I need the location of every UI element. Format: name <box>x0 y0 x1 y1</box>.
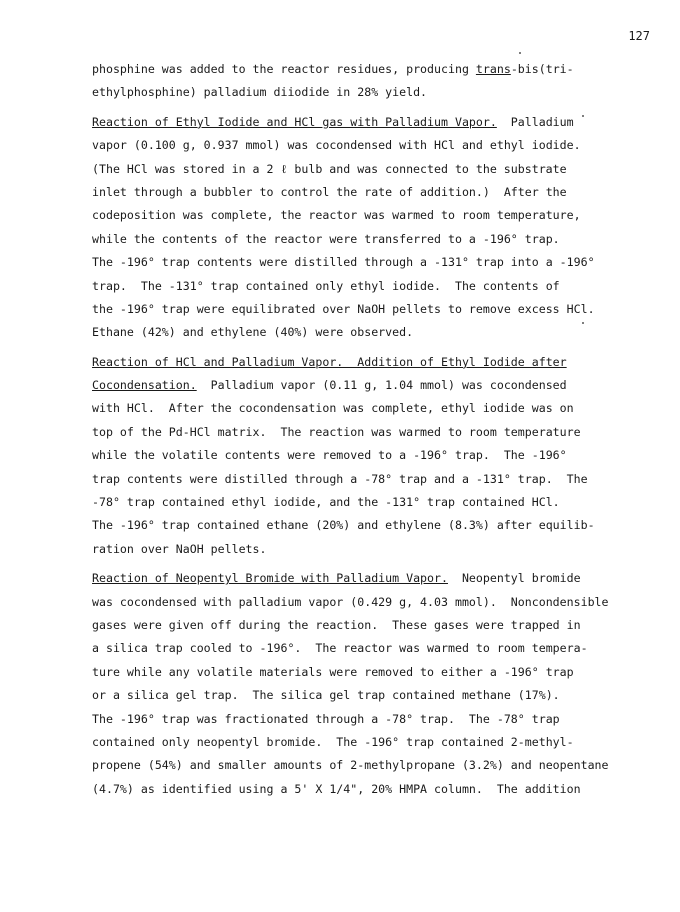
text-line: ration over NaOH pellets. <box>92 541 267 556</box>
text-line: propene (54%) and smaller amounts of 2-methylpropane (3.2%) and neopentane <box>92 758 609 773</box>
text-line: -78° trap contained ethyl iodide, and the -131° trap contained HCl. <box>92 495 560 510</box>
text-line <box>92 58 592 81</box>
text-line: with HCl. After the cocondensation was complete, ethyl iodide was on <box>92 401 574 416</box>
text-line: trap. The -131° trap contained only ethyl iodide. The contents of <box>92 278 560 293</box>
text-line <box>92 567 592 590</box>
text-line: or a silica gel trap. The silica gel trap contained methane (17%). <box>92 688 560 703</box>
section-heading: Reaction of Neopentyl Bromide with Palladium Vapor. <box>92 571 448 586</box>
text-line: contained only neopentyl bromide. The -196° trap contained 2-methyl- <box>92 734 574 749</box>
text-line: vapor (0.100 g, 0.937 mmol) was cocondensed with HCl and ethyl iodide. <box>92 138 581 153</box>
text-line: ture while any volatile materials were removed to either a -196° trap <box>92 664 574 679</box>
text-line: (The HCl was stored in a 2 ℓ bulb and was connected to the substrate <box>92 161 567 176</box>
text-run: -bis(tri- <box>510 62 574 76</box>
text-run: phosphine was added to the reactor residues, producing <box>92 62 476 76</box>
text-line: The -196° trap contained ethane (20%) and ethylene (8.3%) after equilib- <box>92 518 595 533</box>
text-line: codeposition was complete, the reactor was warmed to room temperature, <box>92 208 581 223</box>
page-number: 127 <box>628 29 650 43</box>
text-line: The -196° trap contents were distilled through a -131° trap into a -196° <box>92 255 595 270</box>
section-heading: Reaction of Ethyl Iodide and HCl gas with Palladium Vapor. <box>92 114 497 129</box>
text-line: was cocondensed with palladium vapor (0.429 g, 4.03 mmol). Noncondensible <box>92 594 609 609</box>
text-line: gases were given off during the reaction. These gases were trapped in <box>92 617 581 632</box>
section-heading: Cocondensation. <box>92 378 197 393</box>
text-line: a silica trap cooled to -196°. The reactor was warmed to room tempera- <box>92 641 588 656</box>
paragraph-4 <box>92 567 609 801</box>
text-run: Palladium <box>496 114 574 129</box>
text-line: ethylphosphine) palladium diiodide in 28% yield. <box>92 85 428 100</box>
section-heading: Reaction of HCl and Palladium Vapor. Addition of Ethyl Iodide after <box>92 354 567 369</box>
text-line: Ethane (42%) and ethylene (40%) were observed. <box>92 325 414 340</box>
text-line <box>92 374 592 397</box>
text-line: The -196° trap was fractionated through a -78° trap. The -78° trap <box>92 711 560 726</box>
text-line: (4.7%) as identified using a 5' X 1/4", 20% HMPA column. The addition <box>92 781 581 796</box>
text-line: top of the Pd-HCl matrix. The reaction was warmed to room temperature <box>92 424 581 439</box>
document-body <box>92 58 609 801</box>
text-line: while the contents of the reactor were transferred to a -196° trap. <box>92 231 560 246</box>
text-run: Palladium vapor (0.11 g, 1.04 mmol) was cocondensed <box>196 378 567 393</box>
text-run: Neopentyl bromide <box>447 571 581 586</box>
paragraph-3 <box>92 351 595 562</box>
text-line: while the volatile contents were removed to a -196° trap. The -196° <box>92 448 567 463</box>
text-line: trap contents were distilled through a -78° trap and a -131° trap. The <box>92 471 588 486</box>
paragraph-2 <box>92 111 595 345</box>
underlined-term: trans <box>475 62 511 76</box>
text-line <box>92 111 592 134</box>
paragraph-1 <box>92 58 592 105</box>
scan-speck <box>519 52 521 54</box>
text-line: the -196° trap were equilibrated over NaOH pellets to remove excess HCl. <box>92 301 595 316</box>
text-line: inlet through a bubbler to control the rate of addition.) After the <box>92 184 567 199</box>
